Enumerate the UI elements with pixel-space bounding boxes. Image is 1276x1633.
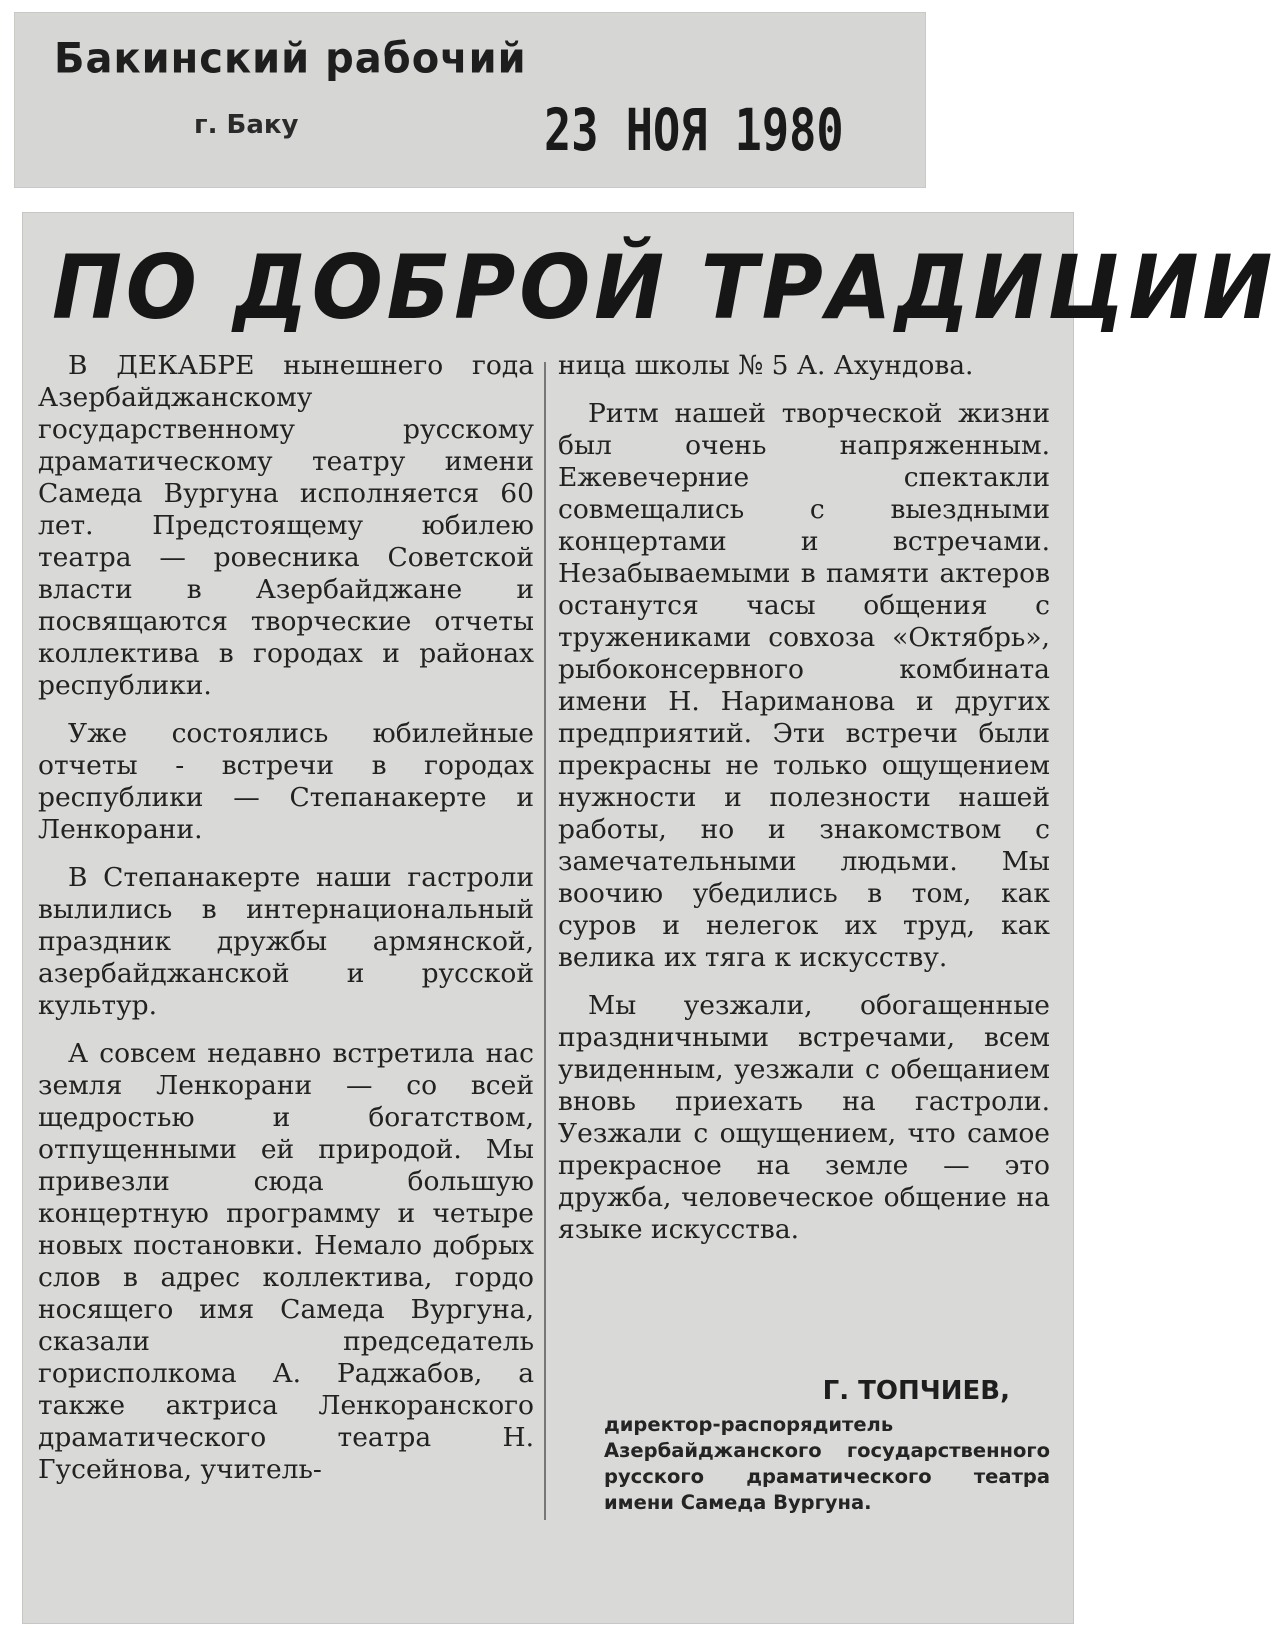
paragraph: В ДЕКАБРЕ нынешнего года Азербайджанскому государственному русскому драматическому театру имени Самеда Вургуна исполняется 60 лет. Предстоящему юбилею театра — ровесника Советской власти в Азербайджане и посвящаются творческие отчеты коллектива в городах и районах республики. [38,350,534,701]
column-divider [544,362,546,1520]
paragraph: А совсем недавно встретила нас земля Ленкорани — со всей щедростью и богатством, отпущенными ей природой. Мы привезли сюда большую концертную программу и четыре новых постановки. Немало добрых слов в адрес коллектива, гордо носящего имя Самеда Вургуна, сказали председатель горисполкома А. Раджабов, а также актриса Ленкоранского драматического театра Н. Гусейнова, учитель- [38,1038,534,1485]
article-headline: ПО ДОБРОЙ ТРАДИЦИИ [52,236,1276,339]
author-title: директор-распорядитель Азербайджанского государственного русского драматического театра имени Самеда Вургуна. [604,1413,1050,1514]
paragraph: Уже состоялись юбилейные отчеты - встречи в городах республики — Степанакерте и Ленкорани. [38,718,534,845]
article-clipping [22,212,1276,1624]
author-name: Г. ТОПЧИЕВ, [822,1376,1010,1406]
stamp-date: 23 НОЯ 1980 [544,96,844,164]
paragraph-continuation: ница школы № 5 А. Ахундова. [558,350,974,381]
newspaper-stamp [14,12,926,188]
stamp-city: г. Баку [194,110,299,140]
author-signature [558,1376,1050,1516]
article-column-left [38,350,534,1502]
paragraph: Мы уезжали, обогащенные праздничными встречами, всем увиденным, уезжали с обещанием вновь приехать на гастроли. Уезжали с ощущением, что самое прекрасное на земле — это дружба, человеческое общение на языке искусства. [558,990,1050,1245]
article-column-right [558,350,1050,1262]
stamp-newspaper-name: Бакинский рабочий [54,34,527,84]
paragraph: В Степанакерте наши гастроли вылились в интернациональный праздник дружбы армянской, азербайджанской и русской культур. [38,862,534,1021]
paragraph: Ритм нашей творческой жизни был очень напряженным. Ежевечерние спектакли совмещались с выездными концертами и встречами. Незабываемыми в памяти актеров останутся часы общения с тружениками совхоза «Октябрь», рыбоконсервного комбината имени Н. Нариманова и других предприятий. Эти встречи были прекрасны не только ощущением нужности и полезности нашей работы, но и знакомством с замечательными людьми. Мы воочию убедились в том, как суров и нелегок их труд, как велика их тяга к искусству. [558,398,1050,973]
